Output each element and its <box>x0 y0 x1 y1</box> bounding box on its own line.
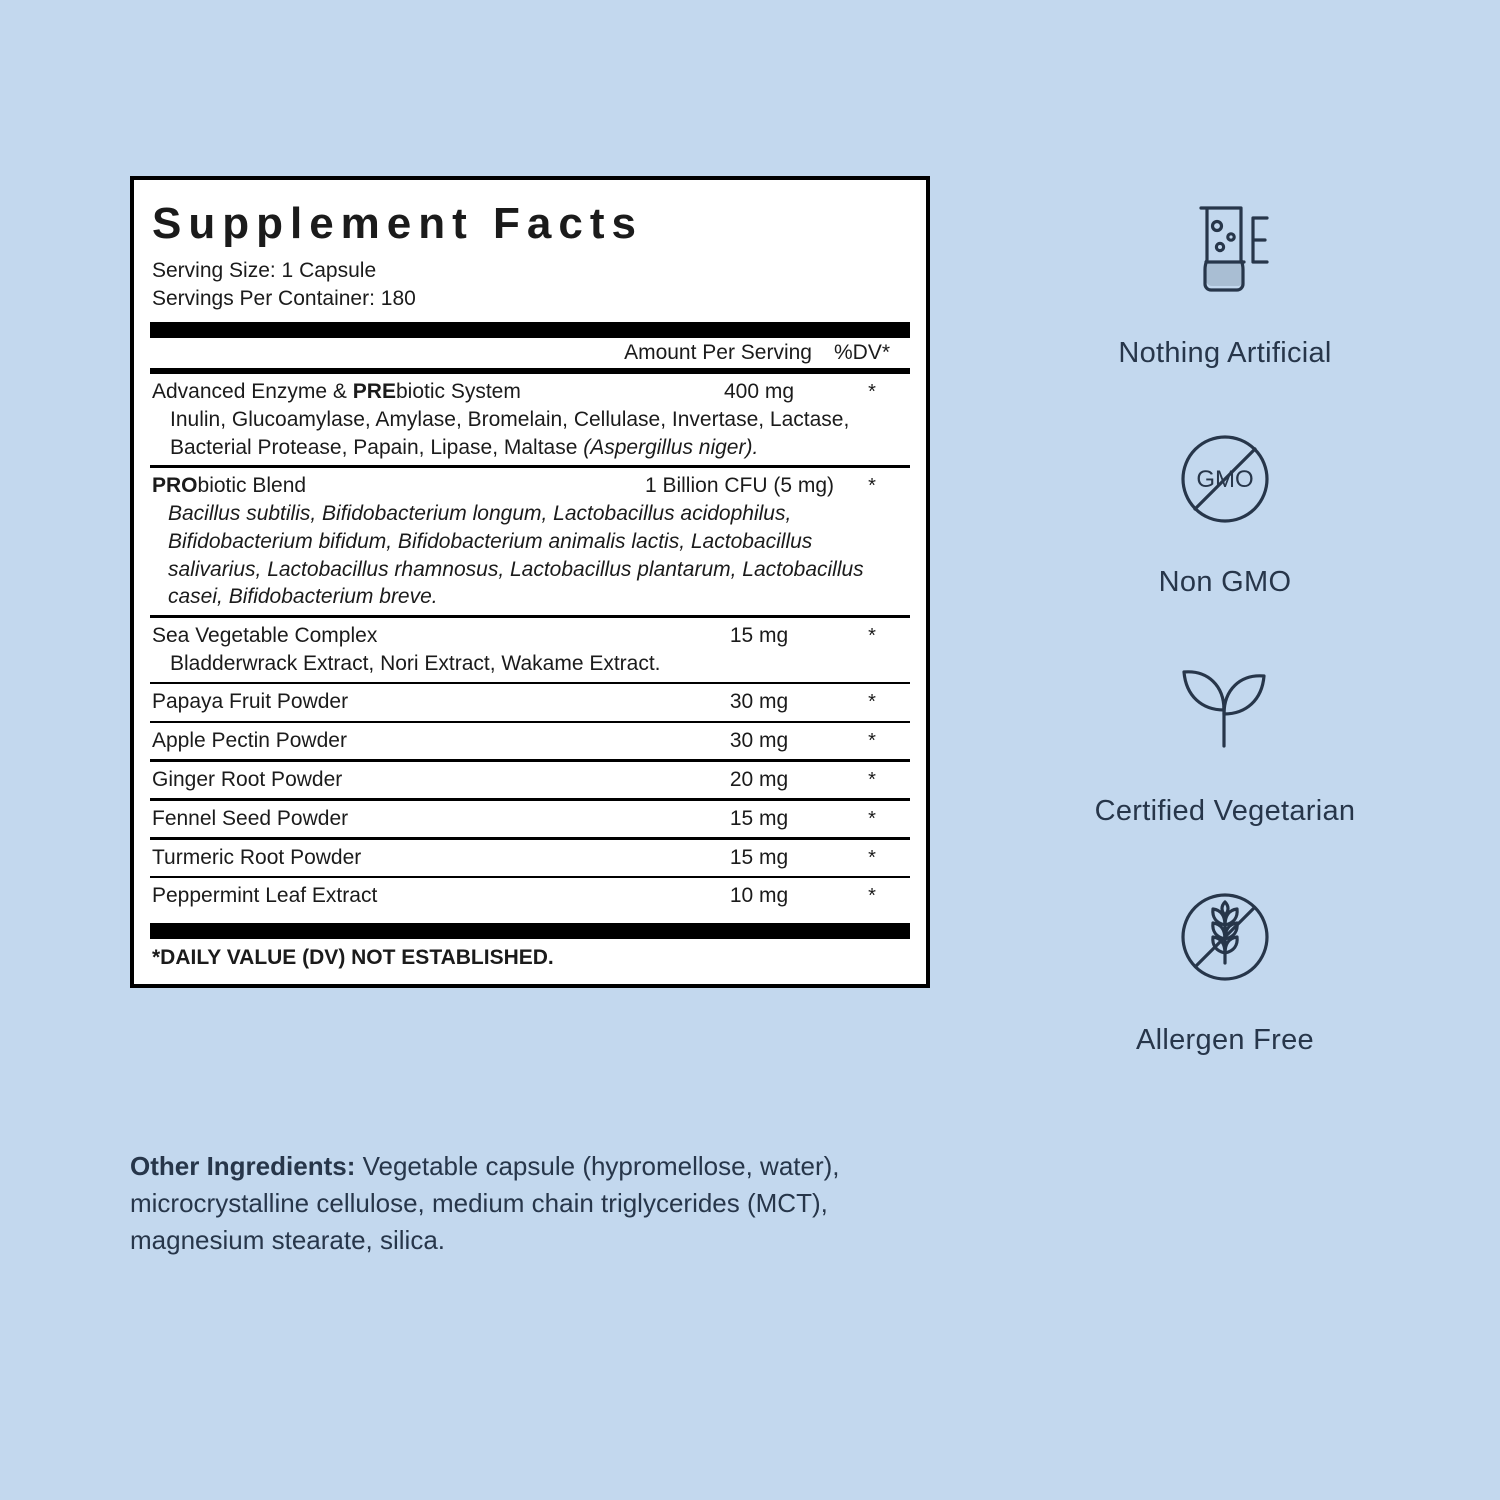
nutrient-amount: 20 mg <box>729 767 789 791</box>
nutrient-amount: 30 mg <box>729 729 789 753</box>
nutrient-dv: * <box>868 691 876 714</box>
nutrient-name: Ginger Root Powder <box>152 767 343 791</box>
nutrient-dv: * <box>868 730 876 753</box>
page-title: Supplement Facts <box>152 199 643 248</box>
badge-caption: Non GMO <box>1158 566 1292 598</box>
divider-thick-bottom <box>150 923 910 939</box>
servings-per-container: Servings Per Container: 180 <box>152 287 416 311</box>
table-row <box>150 468 910 615</box>
nutrient-dv: * <box>868 624 876 647</box>
nutrient-amount: 400 mg <box>723 379 795 403</box>
table-row <box>150 374 910 466</box>
table-header-row <box>150 338 910 368</box>
nutrient-amount: 30 mg <box>729 690 789 714</box>
nutrient-subtext: Bacillus subtilis, Bifidobacterium longum, Lactobacillus acidophilus, Bifidobacterium bifidum, Bifidobacterium animalis lactis, Lactobacillus salivarius, Lactobacillus rhamnosus, Lactobacillus plantarum, Lactobacillus casei, Bifidobacterium breve. <box>168 502 864 609</box>
nutrient-name-bold: PRE <box>352 379 396 403</box>
nutrient-amount: 15 mg <box>729 623 789 647</box>
nutrient-dv: * <box>868 885 876 908</box>
svg-text:GMO: GMO <box>1196 466 1254 493</box>
nutrient-name-prefix: Advanced Enzyme & <box>152 379 353 403</box>
no-gmo-icon <box>1165 414 1285 544</box>
divider-thick-top <box>150 322 910 338</box>
serving-size: Serving Size: 1 Capsule <box>152 259 377 282</box>
nutrient-amount: 15 mg <box>729 806 789 830</box>
table-row <box>150 762 910 798</box>
nutrient-name: Papaya Fruit Powder <box>152 690 349 714</box>
other-ingredients <box>130 1148 920 1259</box>
nutrient-dv: * <box>868 380 876 403</box>
nutrient-subtext: Inulin, Glucoamylase, Amylase, Bromelain, Cellulase, Invertase, Lactase, Bacterial Protease, Papain, Lipase, Maltase (Aspergillus niger). <box>170 408 850 459</box>
badge-caption: Allergen Free <box>1136 1024 1314 1056</box>
table-row <box>150 618 910 682</box>
daily-value-footnote: *DAILY VALUE (DV) NOT ESTABLISHED. <box>152 945 554 969</box>
nutrient-amount: 10 mg <box>729 884 789 908</box>
nutrient-name: Sea Vegetable Complex <box>152 623 378 647</box>
badge-caption: Certified Vegetarian <box>1094 795 1356 827</box>
nutrient-dv: * <box>868 474 876 497</box>
nutrient-amount: 1 Billion CFU (5 mg) <box>644 473 834 497</box>
table-row <box>150 840 910 876</box>
table-row <box>150 801 910 837</box>
table-row <box>150 878 910 914</box>
nutrient-name: Turmeric Root Powder <box>152 845 362 869</box>
nutrient-subtext: Bladderwrack Extract, Nori Extract, Wakame Extract. <box>170 652 661 676</box>
badge-certified-vegetarian <box>1095 643 1356 828</box>
other-ingredients-text: Vegetable capsule (hypromellose, water), microcrystalline cellulose, medium chain triglycerides (MCT), magnesium stearate, silica. <box>130 1151 840 1255</box>
nutrient-name: Apple Pectin Powder <box>152 729 347 753</box>
supplement-facts-panel <box>130 176 930 988</box>
nutrient-name: Fennel Seed Powder <box>152 806 349 830</box>
table-row <box>150 684 910 720</box>
badge-non-gmo <box>1159 414 1292 599</box>
dv-header: %DV* <box>834 340 891 364</box>
beaker-icon <box>1165 185 1285 315</box>
badge-allergen-free <box>1136 872 1314 1057</box>
table-row <box>150 723 910 759</box>
nutrient-name-suffix: biotic System <box>395 379 521 403</box>
nutrient-name: Peppermint Leaf Extract <box>152 884 378 908</box>
leaf-icon <box>1162 643 1288 773</box>
nutrient-name-bold: PRO <box>152 473 198 497</box>
other-ingredients-label: Other Ingredients: <box>130 1151 356 1181</box>
amount-per-serving-header: Amount Per Serving <box>624 340 812 364</box>
nutrient-subtext-italic: (Aspergillus niger). <box>583 435 759 459</box>
badge-caption: Nothing Artificial <box>1118 337 1332 369</box>
badge-nothing-artificial <box>1118 185 1331 370</box>
nutrient-amount: 15 mg <box>729 845 789 869</box>
nutrient-name-suffix: biotic Blend <box>197 473 307 497</box>
badge-list <box>990 185 1460 1057</box>
nutrient-dv: * <box>868 807 876 830</box>
no-wheat-icon <box>1165 872 1285 1002</box>
nutrient-dv: * <box>868 768 876 791</box>
nutrient-dv: * <box>868 846 876 869</box>
